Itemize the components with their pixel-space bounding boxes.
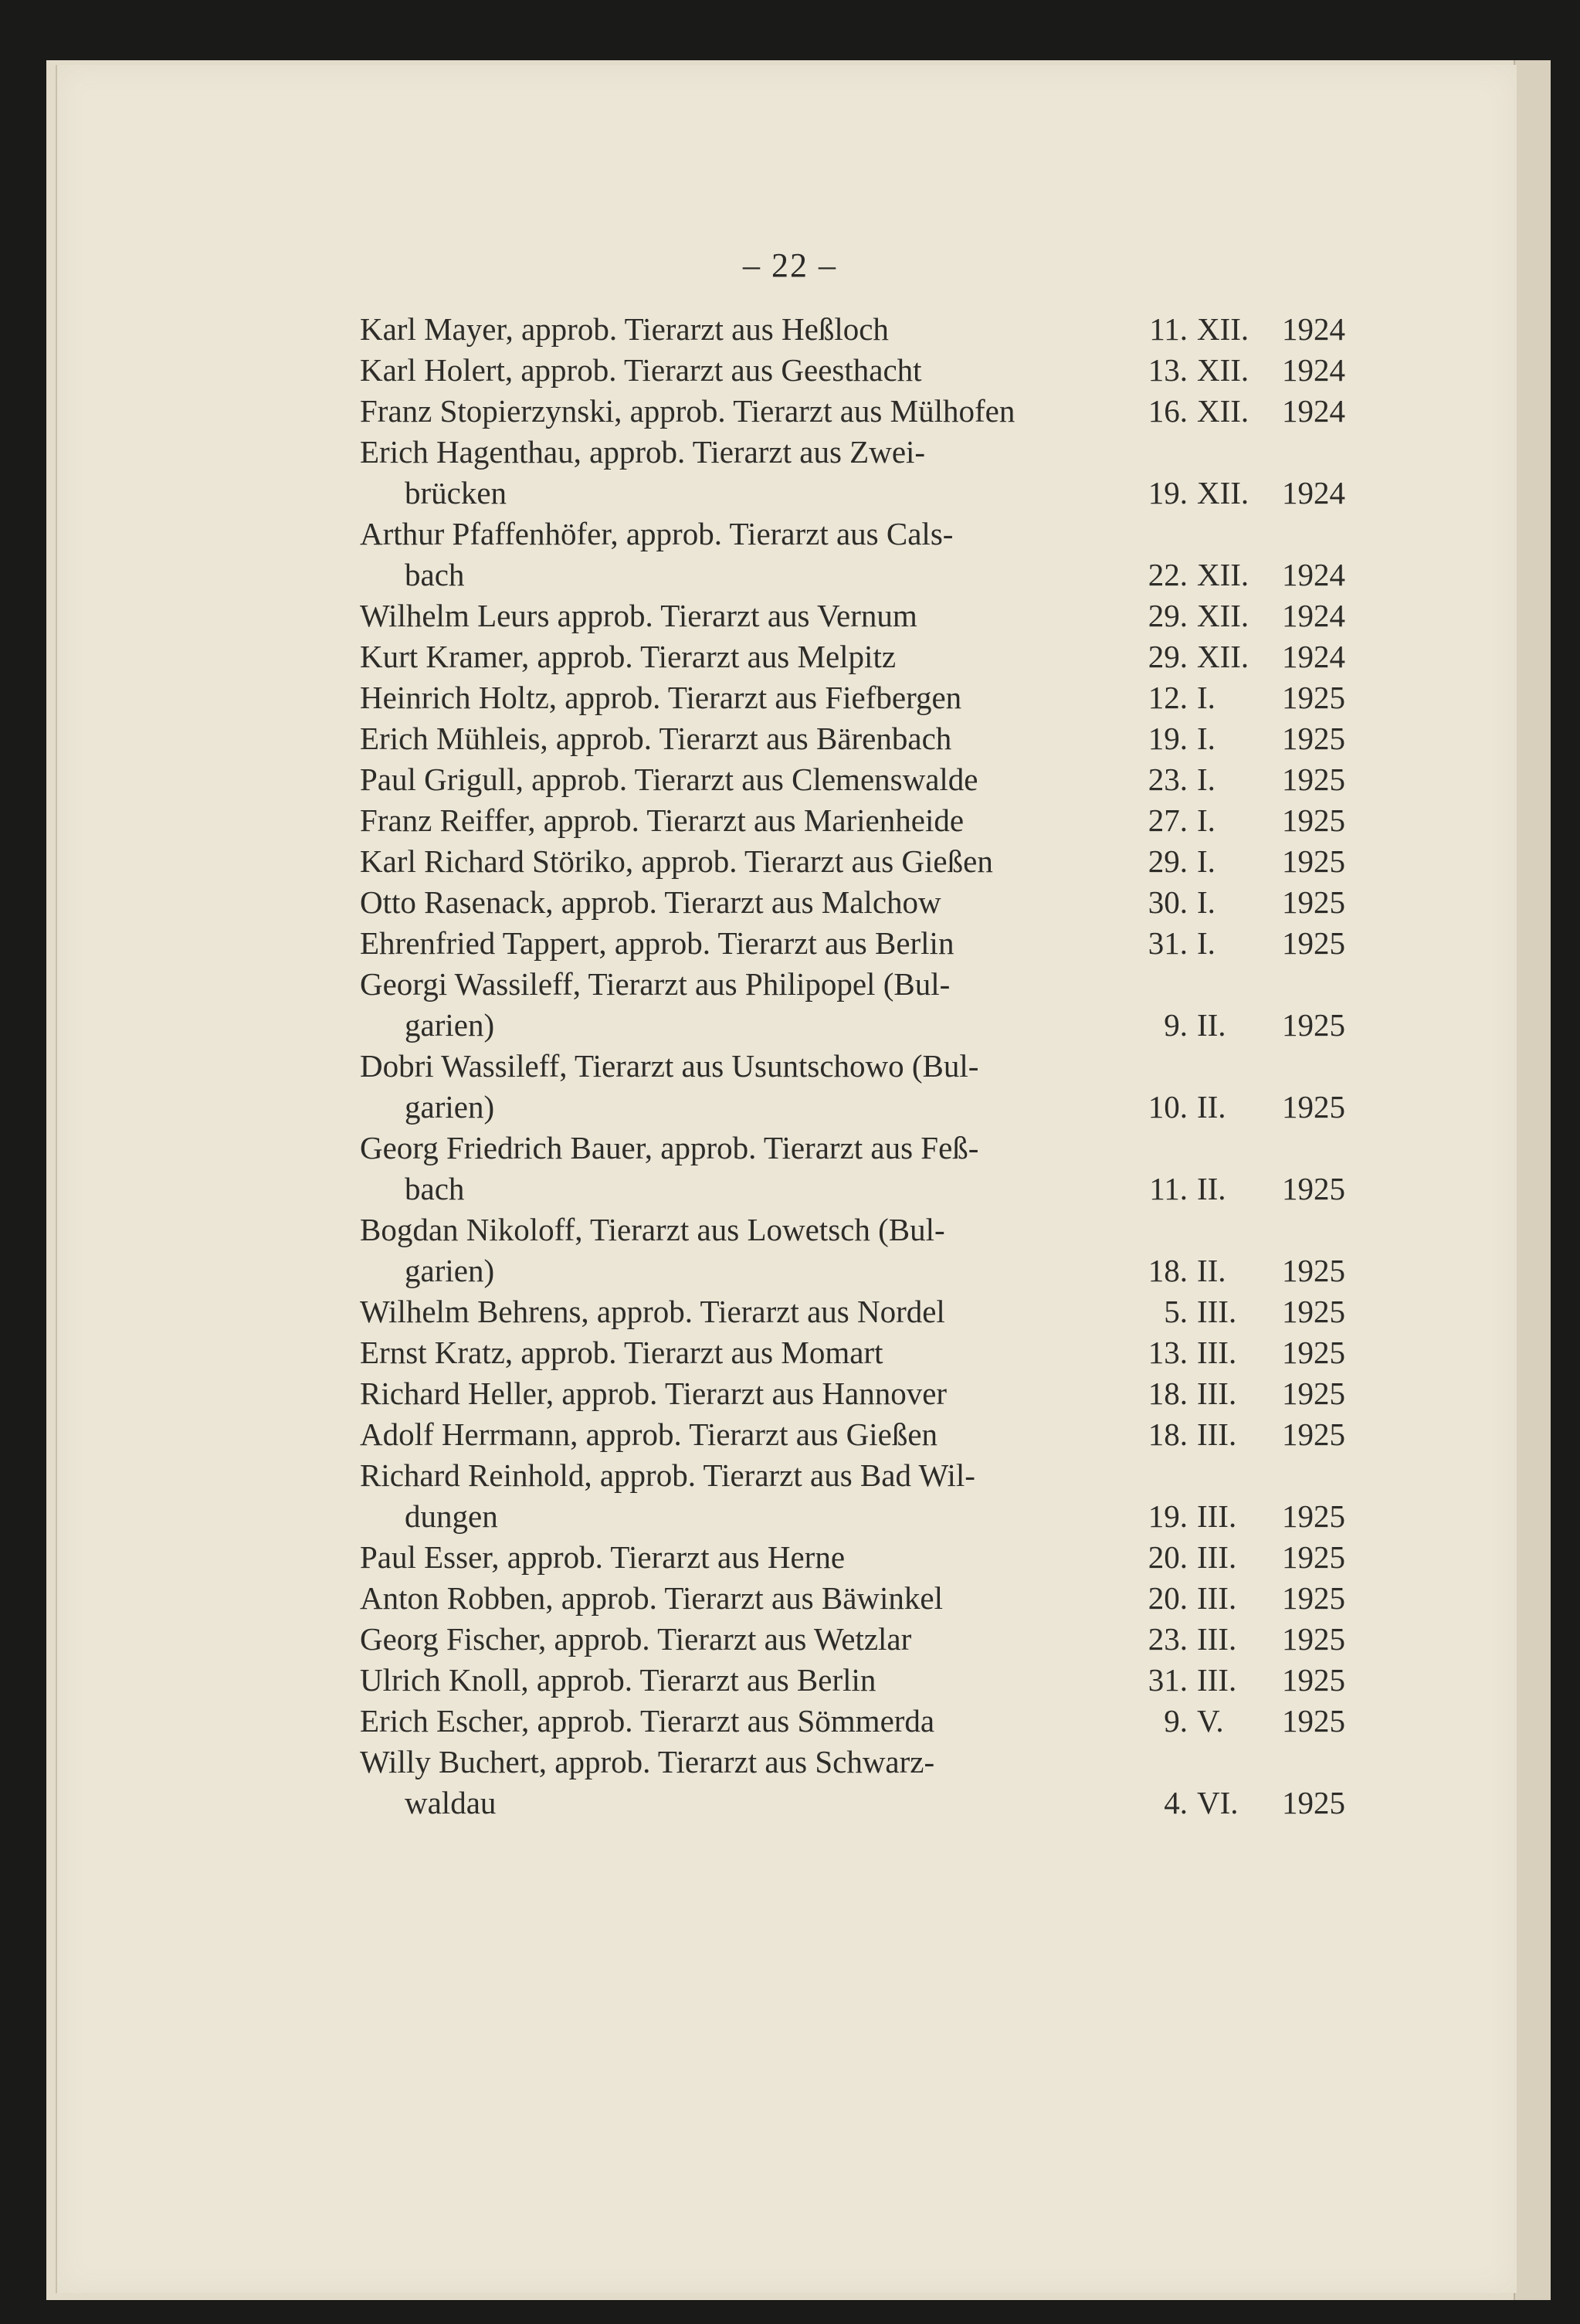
list-item [0, 514, 1580, 595]
entry-month: III. [1197, 1539, 1237, 1575]
list-item [0, 718, 1580, 759]
entry-name [360, 1619, 1095, 1660]
list-item [0, 1046, 1580, 1128]
entry-day: 29. [1148, 639, 1188, 674]
entry-name-continuation: bach [405, 1171, 465, 1206]
entry-name-line: Georgi Wassileff, Tierarzt aus Philipopel (Bul- [360, 966, 951, 1002]
entry-day: 19. [1148, 1498, 1188, 1534]
entry-month: XII. [1197, 311, 1249, 347]
list-item [0, 1128, 1580, 1209]
entry-year: 1925 [1282, 1376, 1345, 1411]
entry-month: III. [1197, 1335, 1237, 1370]
entry-year: 1925 [1282, 1580, 1345, 1616]
entry-name [360, 432, 1095, 514]
entry-day: 18. [1148, 1416, 1188, 1452]
entry-day: 19. [1148, 475, 1188, 511]
entry-month: VI. [1197, 1785, 1239, 1820]
entry-name-line: Karl Holert, approb. Tierarzt aus Geesthacht [360, 352, 922, 388]
entry-day: 19. [1148, 721, 1188, 756]
entry-day: 9. [1164, 1007, 1188, 1043]
entry-year: 1925 [1282, 843, 1345, 879]
entry-year: 1924 [1282, 598, 1345, 633]
list-item [0, 391, 1580, 432]
entry-name-continuation: waldau [405, 1785, 497, 1820]
list-item [0, 759, 1580, 800]
entry-name-line: Wilhelm Leurs approb. Tierarzt aus Vernum [360, 598, 917, 633]
entry-day: 4. [1164, 1785, 1188, 1820]
list-item [0, 350, 1580, 391]
entry-year: 1925 [1282, 1662, 1345, 1698]
entry-year: 1925 [1282, 1539, 1345, 1575]
entry-name-continuation: bach [405, 557, 465, 592]
entry-name-line: Bogdan Nikoloff, Tierarzt aus Lowetsch (Bul- [360, 1212, 945, 1247]
entry-year: 1925 [1282, 1785, 1345, 1820]
entry-name [360, 1537, 1095, 1578]
entry-name [360, 718, 1095, 759]
list-item [0, 1455, 1580, 1537]
entry-name-line: Willy Buchert, approb. Tierarzt aus Schwarz- [360, 1744, 935, 1779]
entry-name-continuation: garien) [405, 1007, 495, 1043]
entry-day: 16. [1148, 393, 1188, 429]
entry-day: 23. [1148, 762, 1188, 797]
entry-year: 1925 [1282, 1171, 1345, 1206]
entry-month: V. [1197, 1703, 1224, 1739]
entry-name-line: Paul Esser, approb. Tierarzt aus Herne [360, 1539, 846, 1575]
entry-month: III. [1197, 1498, 1237, 1534]
entry-name-line: Erich Hagenthau, approb. Tierarzt aus Zwei- [360, 434, 926, 470]
entry-name-line: Wilhelm Behrens, approb. Tierarzt aus Nordel [360, 1294, 945, 1329]
entry-month: XII. [1197, 352, 1249, 388]
entry-day: 23. [1148, 1621, 1188, 1657]
entry-name-line: Ehrenfried Tappert, approb. Tierarzt aus Berlin [360, 925, 954, 961]
entry-name [360, 759, 1095, 800]
entry-name-line: Georg Friedrich Bauer, approb. Tierarzt aus Feß- [360, 1130, 979, 1165]
entry-month: II. [1197, 1171, 1226, 1206]
entry-year: 1925 [1282, 1416, 1345, 1452]
list-item [0, 309, 1580, 350]
entry-month: XII. [1197, 393, 1249, 429]
entry-name [360, 841, 1095, 882]
entry-name [360, 514, 1095, 595]
entry-day: 27. [1148, 802, 1188, 838]
list-item [0, 1578, 1580, 1619]
entry-name-line: Otto Rasenack, approb. Tierarzt aus Malchow [360, 884, 941, 920]
entry-month: I. [1197, 802, 1216, 838]
entry-day: 9. [1164, 1703, 1188, 1739]
entry-year: 1924 [1282, 475, 1345, 511]
entry-year: 1924 [1282, 393, 1345, 429]
list-item [0, 923, 1580, 964]
list-item [0, 1291, 1580, 1332]
entry-name [360, 1373, 1095, 1414]
entry-name [360, 677, 1095, 718]
entry-day: 13. [1148, 1335, 1188, 1370]
entry-name [360, 595, 1095, 636]
entry-name-line: Karl Richard Störiko, approb. Tierarzt aus Gießen [360, 843, 993, 879]
entry-year: 1925 [1282, 802, 1345, 838]
entry-month: III. [1197, 1662, 1237, 1698]
entry-year: 1925 [1282, 1335, 1345, 1370]
entry-day: 29. [1148, 843, 1188, 879]
entry-month: XII. [1197, 598, 1249, 633]
entry-name-line: Franz Stopierzynski, approb. Tierarzt aus Mülhofen [360, 393, 1015, 429]
list-item [0, 432, 1580, 514]
entry-name [360, 350, 1095, 391]
entry-name-continuation: garien) [405, 1089, 495, 1125]
entry-year: 1925 [1282, 1703, 1345, 1739]
entry-name [360, 391, 1095, 432]
entry-month: II. [1197, 1253, 1226, 1288]
entry-year: 1925 [1282, 1089, 1345, 1125]
entry-day: 11. [1149, 1171, 1188, 1206]
entry-name-line: Ulrich Knoll, approb. Tierarzt aus Berlin [360, 1662, 876, 1698]
entry-name [360, 1414, 1095, 1455]
entry-year: 1925 [1282, 1253, 1345, 1288]
entry-name-line: Ernst Kratz, approb. Tierarzt aus Momart [360, 1335, 883, 1370]
list-item [0, 1619, 1580, 1660]
entry-month: I. [1197, 884, 1216, 920]
entry-name-continuation: dungen [405, 1498, 498, 1534]
entry-name [360, 1455, 1095, 1537]
entry-month: III. [1197, 1416, 1237, 1452]
list-item [0, 1660, 1580, 1701]
entry-name [360, 1742, 1095, 1824]
page-number: – 22 – [743, 246, 837, 284]
entry-day: 20. [1148, 1580, 1188, 1616]
entry-day: 18. [1148, 1376, 1188, 1411]
entry-month: II. [1197, 1007, 1226, 1043]
list-item [0, 1209, 1580, 1291]
entry-name-continuation: garien) [405, 1253, 495, 1288]
entry-day: 18. [1148, 1253, 1188, 1288]
entry-year: 1925 [1282, 762, 1345, 797]
entry-name-line: Georg Fischer, approb. Tierarzt aus Wetzlar [360, 1621, 912, 1657]
entry-name [360, 923, 1095, 964]
entry-name-line: Heinrich Holtz, approb. Tierarzt aus Fiefbergen [360, 680, 962, 715]
entry-name [360, 1660, 1095, 1701]
list-item [0, 677, 1580, 718]
entry-month: III. [1197, 1376, 1237, 1411]
entry-day: 5. [1164, 1294, 1188, 1329]
entry-month: XII. [1197, 475, 1249, 511]
entry-name-line: Richard Heller, approb. Tierarzt aus Hannover [360, 1376, 948, 1411]
list-item [0, 964, 1580, 1046]
entry-month: I. [1197, 925, 1216, 961]
list-item [0, 841, 1580, 882]
entry-month: III. [1197, 1580, 1237, 1616]
entry-month: II. [1197, 1089, 1226, 1125]
entry-name [360, 636, 1095, 677]
list-item [0, 882, 1580, 923]
entry-day: 22. [1148, 557, 1188, 592]
list-item [0, 1742, 1580, 1824]
entry-day: 29. [1148, 598, 1188, 633]
entry-month: XII. [1197, 639, 1249, 674]
entry-year: 1925 [1282, 925, 1345, 961]
list-item [0, 595, 1580, 636]
entry-month: I. [1197, 680, 1216, 715]
entry-month: I. [1197, 762, 1216, 797]
entry-day: 31. [1148, 1662, 1188, 1698]
entry-year: 1925 [1282, 1294, 1345, 1329]
entry-name [360, 1578, 1095, 1619]
entry-day: 12. [1148, 680, 1188, 715]
entry-year: 1924 [1282, 639, 1345, 674]
entry-name [360, 1291, 1095, 1332]
entry-year: 1925 [1282, 1498, 1345, 1534]
entry-name-line: Franz Reiffer, approb. Tierarzt aus Marienheide [360, 802, 965, 838]
entry-name-line: Karl Mayer, approb. Tierarzt aus Heßloch [360, 311, 889, 347]
list-item [0, 636, 1580, 677]
entry-name [360, 800, 1095, 841]
list-item [0, 800, 1580, 841]
list-item [0, 1373, 1580, 1414]
entry-name [360, 1332, 1095, 1373]
entry-name [360, 1128, 1095, 1209]
entry-name-line: Anton Robben, approb. Tierarzt aus Bäwinkel [360, 1580, 943, 1616]
entry-month: XII. [1197, 557, 1249, 592]
entry-year: 1925 [1282, 680, 1345, 715]
entry-year: 1924 [1282, 352, 1345, 388]
entry-month: I. [1197, 843, 1216, 879]
entry-month: III. [1197, 1294, 1237, 1329]
entry-year: 1924 [1282, 311, 1345, 347]
list-item [0, 1701, 1580, 1742]
entry-year: 1925 [1282, 721, 1345, 756]
entry-day: 11. [1149, 311, 1188, 347]
entry-name [360, 1046, 1095, 1128]
list-item [0, 1332, 1580, 1373]
entry-name-line: Paul Grigull, approb. Tierarzt aus Clemenswalde [360, 762, 978, 797]
entry-day: 31. [1148, 925, 1188, 961]
entry-name [360, 964, 1095, 1046]
entry-list [0, 309, 1580, 1824]
entry-name-line: Arthur Pfaffenhöfer, approb. Tierarzt aus Cals- [360, 516, 954, 551]
entry-year: 1925 [1282, 1621, 1345, 1657]
entry-day: 13. [1148, 352, 1188, 388]
entry-month: III. [1197, 1621, 1237, 1657]
entry-name-line: Erich Escher, approb. Tierarzt aus Sömmerda [360, 1703, 935, 1739]
entry-name-line: Erich Mühleis, approb. Tierarzt aus Bärenbach [360, 721, 952, 756]
entry-day: 30. [1148, 884, 1188, 920]
entry-day: 10. [1148, 1089, 1188, 1125]
entry-name [360, 309, 1095, 350]
entry-name-line: Richard Reinhold, approb. Tierarzt aus Bad Wil- [360, 1457, 975, 1493]
entry-name-line: Kurt Kramer, approb. Tierarzt aus Melpitz [360, 639, 897, 674]
entry-name-line: Adolf Herrmann, approb. Tierarzt aus Gießen [360, 1416, 938, 1452]
entry-year: 1924 [1282, 557, 1345, 592]
entry-name-line: Dobri Wassileff, Tierarzt aus Usuntschowo (Bul- [360, 1048, 979, 1084]
entry-name [360, 1209, 1095, 1291]
list-item [0, 1537, 1580, 1578]
entry-year: 1925 [1282, 1007, 1345, 1043]
entry-name-continuation: brücken [405, 475, 507, 511]
entry-year: 1925 [1282, 884, 1345, 920]
entry-name [360, 882, 1095, 923]
entry-day: 20. [1148, 1539, 1188, 1575]
list-item [0, 1414, 1580, 1455]
entry-name [360, 1701, 1095, 1742]
entry-month: I. [1197, 721, 1216, 756]
